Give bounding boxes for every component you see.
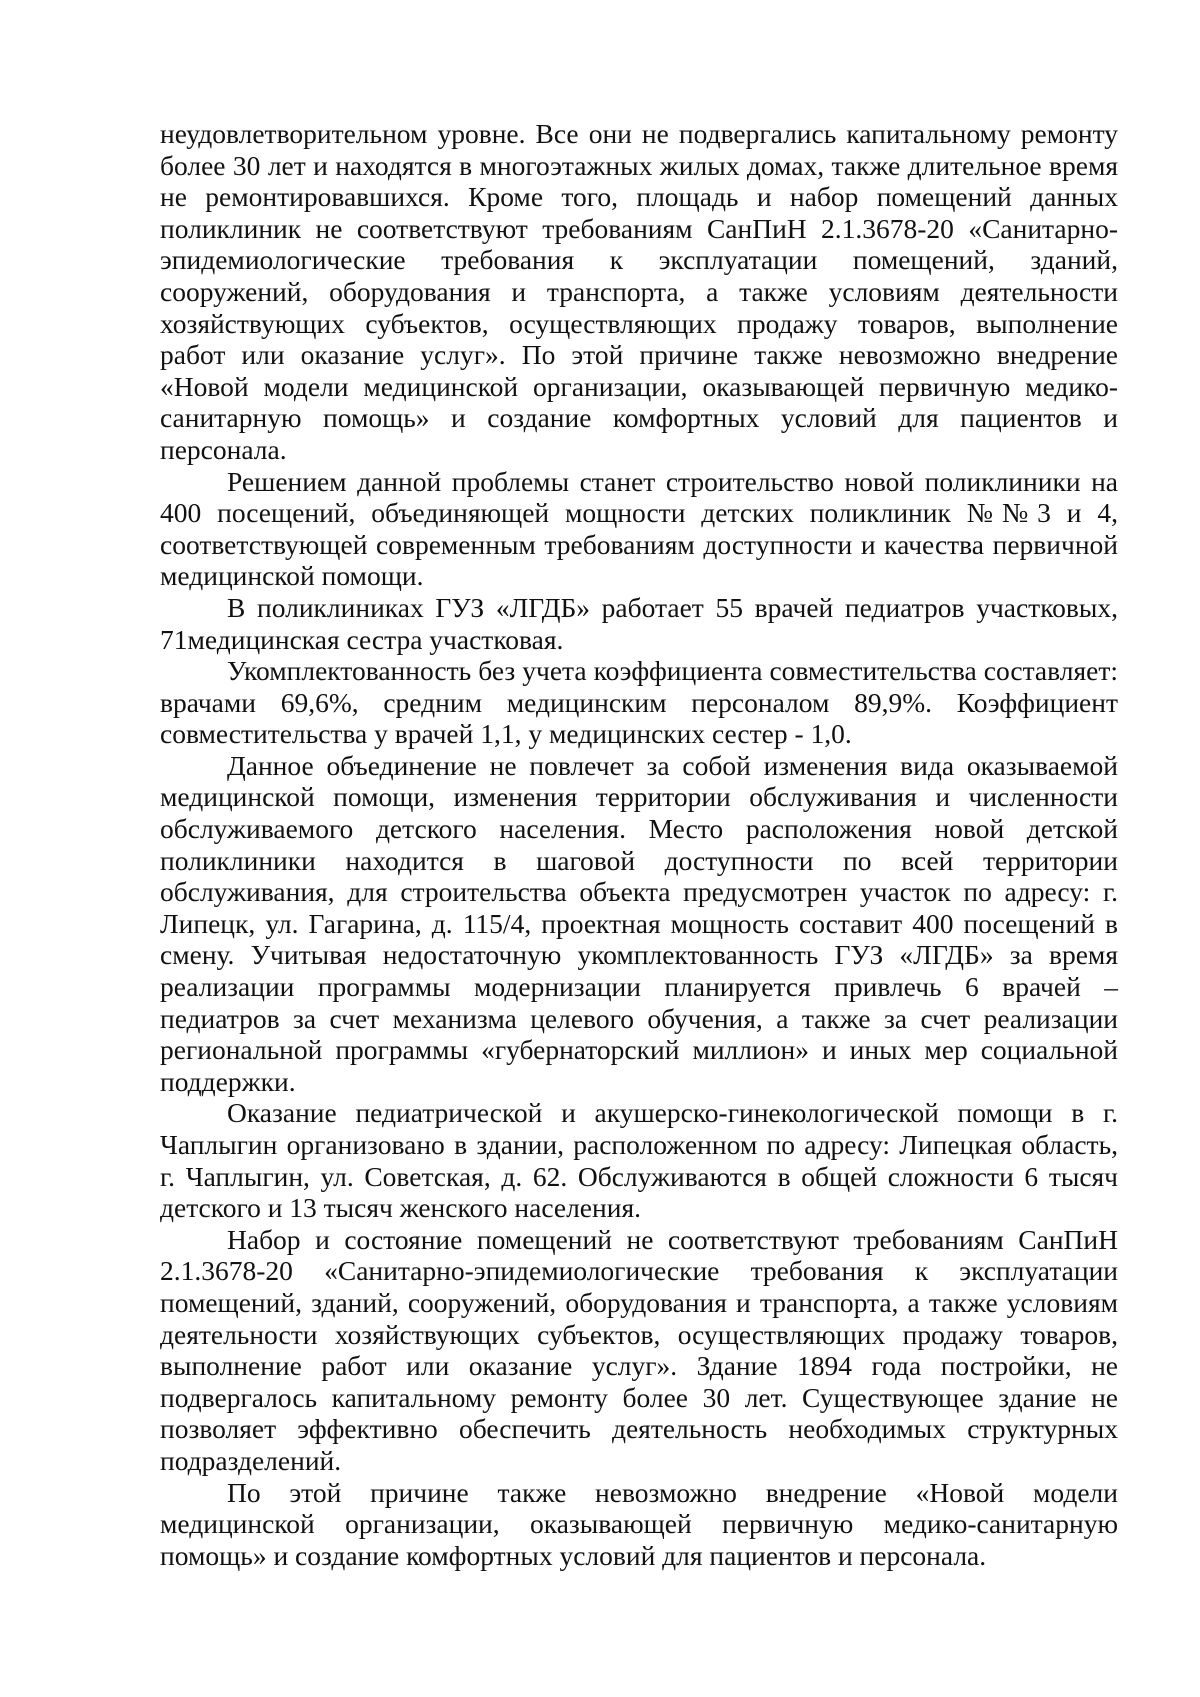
- paragraph-premises: Набор и состояние помещений не соответствуют требованиям СанПиН 2.1.3678-20 «Санитарно-эпидемиологические требования к эксплуатации помещений, зданий, сооружений, оборудования и транспорта, а также условиям деятельности хозяйствующих субъектов, осуществляющих продажу товаров, выполнение работ или оказание услуг». Здание 1894 года постройки, не подвергалось капитальному ремонту более 30 лет. Существующее здание не позволяет эффективно обеспечить деятельность необходимых структурных подразделений.: [160, 1223, 1118, 1476]
- paragraph-solution: Решением данной проблемы станет строительство новой поликлиники на 400 посещений, объединяющей мощности детских поликлиник №№3 и 4, соответствующей современным требованиям доступности и качества первичной медицинской помощи.: [160, 465, 1118, 592]
- paragraph-continuation: неудовлетворительном уровне. Все они не подвергались капитальному ремонту более 30 лет и находятся в многоэтажных жилых домах, также длительное время не ремонтировавшихся. Кроме того, площадь и набор помещений данных поликлиник не соответствуют требованиям СанПиН 2.1.3678-20 «Санитарно-эпидемиологические требования к эксплуатации помещений, зданий, сооружений, оборудования и транспорта, а также условиям деятельности хозяйствующих субъектов, осуществляющих продажу товаров, выполнение работ или оказание услуг». По этой причине также невозможно внедрение «Новой модели медицинской организации, оказывающей первичную медико-санитарную помощь» и создание комфортных условий для пациентов и персонала.: [160, 118, 1118, 465]
- paragraph-staff-count: В поликлиниках ГУЗ «ЛГДБ» работает 55 врачей педиатров участковых, 71медицинская сестра участковая.: [160, 591, 1118, 655]
- paragraph-conclusion: По этой причине также невозможно внедрение «Новой модели медицинской организации, оказывающей первичную медико-санитарную помощь» и создание комфортных условий для пациентов и персонала.: [160, 1476, 1118, 1571]
- document-page: [160, 118, 1118, 1571]
- paragraph-staffing-level: Укомплектованность без учета коэффициента совместительства составляет: врачами 69,6%, средним медицинским персоналом 89,9%. Коэффициент совместительства у врачей 1,1, у медицинских сестер - 1,0.: [160, 655, 1118, 750]
- paragraph-merger: Данное объединение не повлечет за собой изменения вида оказываемой медицинской помощи, изменения территории обслуживания и численности обслуживаемого детского населения. Место расположения новой детской поликлиники находится в шаговой доступности по всей территории обслуживания, для строительства объекта предусмотрен участок по адресу: г. Липецк, ул. Гагарина, д. 115/4, проектная мощность составит 400 посещений в смену. Учитывая недостаточную укомплектованность ГУЗ «ЛГДБ» за время реализации программы модернизации планируется привлечь 6 врачей – педиатров за счет механизма целевого обучения, а также за счет реализации региональной программы «губернаторский миллион» и иных мер социальной поддержки.: [160, 749, 1118, 1097]
- paragraph-chaplygin: Оказание педиатрической и акушерско-гинекологической помощи в г. Чаплыгин организовано в здании, расположенном по адресу: Липецкая область, г. Чаплыгин, ул. Советская, д. 62. Обслуживаются в общей сложности 6 тысяч детского и 13 тысяч женского населения.: [160, 1097, 1118, 1224]
